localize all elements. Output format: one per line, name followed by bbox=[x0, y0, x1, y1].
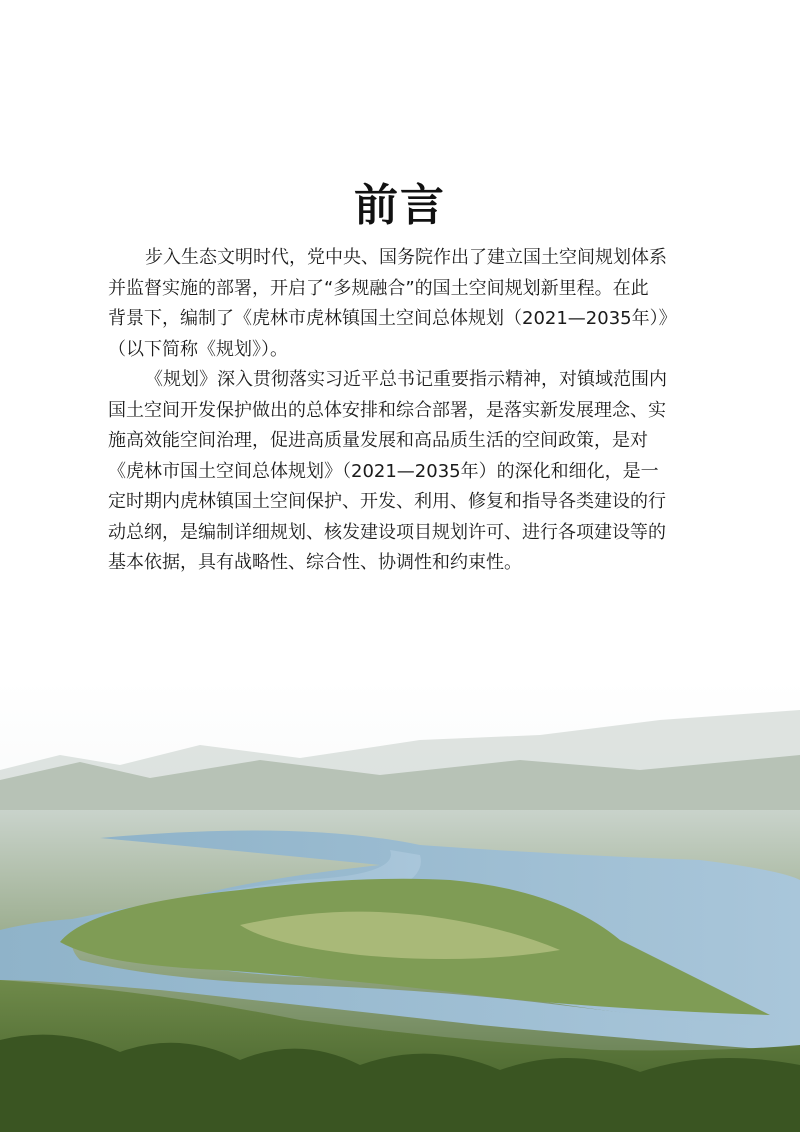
paragraph-2 bbox=[108, 365, 708, 579]
page-title: 前言 bbox=[354, 180, 446, 232]
text-line: 《规划》深入贯彻落实习近平总书记重要指示精神，对镇域范围内 bbox=[145, 369, 667, 390]
paragraph-1 bbox=[108, 243, 708, 365]
text-line: 步入生态文明时代，党中央、国务院作出了建立国土空间规划体系 bbox=[145, 247, 667, 268]
text-line: 国土空间开发保护做出的总体安排和综合部署，是落实新发展理念、实 bbox=[108, 399, 666, 421]
river-landscape-photo bbox=[0, 680, 800, 1132]
text-line: 定时期内虎林镇国土空间保护、开发、利用、修复和指导各类建设的行 bbox=[108, 491, 666, 512]
text-line: 并监督实施的部署，开启了“多规融合”的国土空间规划新里程。在此 bbox=[108, 277, 649, 299]
text-line: 基本依据，具有战略性、综合性、协调性和约束性。 bbox=[108, 552, 522, 573]
text-line: 背景下，编制了《虎林市虎林镇国土空间总体规划（2021—2035年）》 bbox=[108, 308, 677, 329]
text-line: 施高效能空间治理，促进高质量发展和高品质生活的空间政策，是对 bbox=[108, 430, 648, 451]
text-line: （以下简称《规划》）。 bbox=[108, 338, 288, 360]
text-line: 动总纲，是编制详细规划、核发建设项目规划许可、进行各项建设等的 bbox=[108, 521, 666, 543]
preface-body bbox=[108, 243, 708, 579]
text-line: 《虎林市国土空间总体规划》（2021—2035年）的深化和细化，是一 bbox=[108, 460, 659, 482]
